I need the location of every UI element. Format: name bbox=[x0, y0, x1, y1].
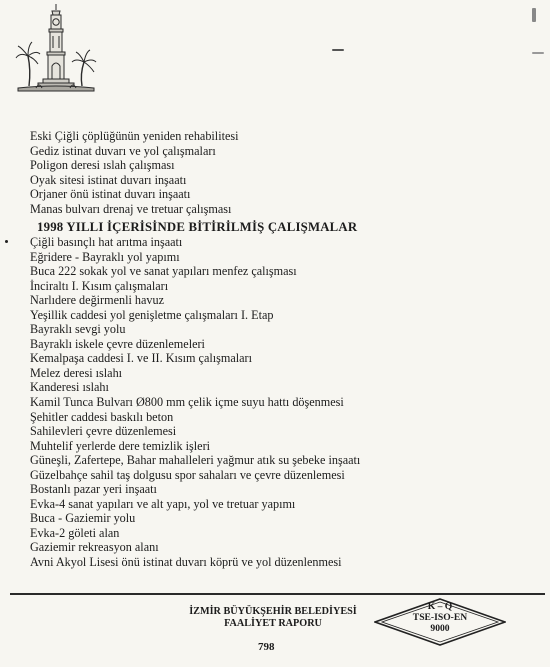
list-item: Evka-4 sanat yapıları ve alt yapı, yol ve tretuar yapımı bbox=[30, 496, 296, 511]
list-item: Çiğli basınçlı hat arıtma inşaatı bbox=[30, 235, 183, 249]
page-number: 798 bbox=[258, 641, 275, 653]
scan-speck bbox=[532, 52, 544, 54]
section-heading: 1998 YILLI İÇERİSİNDE BİTİRİLMİŞ ÇALIŞMALAR bbox=[37, 220, 358, 234]
list-item: Güneşli, Zafertepe, Bahar mahalleleri yağmur atık su şebeke inşaatı bbox=[30, 453, 361, 468]
list-item: Yeşillik caddesi yol genişletme çalışmaları I. Etap bbox=[30, 307, 274, 322]
list-item: Eğridere - Bayraklı yol yapımı bbox=[30, 249, 180, 264]
scan-speck bbox=[532, 8, 536, 22]
list-item: Oyak sitesi istinat duvarı inşaatı bbox=[30, 172, 187, 187]
list-item: Evka-2 göleti alan bbox=[30, 525, 120, 540]
list-item: Avni Akyol Lisesi önü istinat duvarı köprü ve yol düzenlenmesi bbox=[30, 555, 342, 570]
list-item: Narlıdere değirmenli havuz bbox=[30, 293, 165, 308]
list-item: Kamil Tunca Bulvarı Ø800 mm çelik içme suyu hattı döşenmesi bbox=[30, 395, 344, 410]
completed-projects-list bbox=[30, 235, 530, 570]
list-item: Gaziemir rekreasyon alanı bbox=[30, 540, 159, 555]
org-name: İZMİR BÜYÜKŞEHİR BELEDİYESİ bbox=[189, 606, 357, 617]
list-item: Buca - Gaziemir yolu bbox=[30, 511, 136, 526]
list-item: Güzelbahçe sahil taş dolgusu spor sahaları ve çevre düzenlemesi bbox=[30, 467, 345, 482]
badge-line: K – Q bbox=[427, 601, 453, 612]
list-item: Poligon deresi ıslah çalışması bbox=[30, 158, 175, 173]
list-item: Orjaner önü istinat duvarı inşaatı bbox=[30, 187, 191, 202]
scan-dot bbox=[5, 240, 8, 243]
report-title: FAALİYET RAPORU bbox=[224, 618, 322, 629]
footer-organization bbox=[168, 606, 378, 630]
list-item: Muhtelif yerlerde dere temizlik işleri bbox=[30, 438, 211, 453]
list-item: Eski Çiğli çöplüğünün yeniden rehabilitesi bbox=[30, 129, 239, 143]
projects-in-progress-list bbox=[30, 129, 520, 217]
badge-line: 9000 bbox=[430, 623, 450, 634]
list-item: Bostanlı pazar yeri inşaatı bbox=[30, 482, 157, 497]
list-item: İnciraltı I. Kısım çalışmaları bbox=[30, 278, 169, 293]
footer-divider bbox=[10, 593, 545, 595]
list-item: Bayraklı iskele çevre düzenlemeleri bbox=[30, 336, 205, 351]
list-item: Buca 222 sokak yol ve sanat yapıları menfez çalışması bbox=[30, 264, 297, 279]
list-item: Manas bulvarı drenaj ve tretuar çalışması bbox=[30, 201, 232, 216]
clock-tower-icon bbox=[14, 2, 98, 94]
list-item: Bayraklı sevgi yolu bbox=[30, 322, 126, 337]
list-item: Şehitler caddesi baskılı beton bbox=[30, 409, 174, 424]
list-item: Kanderesi ıslahı bbox=[30, 380, 109, 395]
badge-text bbox=[374, 601, 506, 634]
list-item: Gediz istinat duvarı ve yol çalışmaları bbox=[30, 143, 216, 158]
badge-line: TSE-ISO-EN bbox=[412, 612, 468, 623]
list-item: Kemalpaşa caddesi I. ve II. Kısım çalışmaları bbox=[30, 351, 252, 366]
list-item: Sahilevleri çevre düzenlemesi bbox=[30, 424, 177, 439]
list-item: Melez deresi ıslahı bbox=[30, 365, 123, 380]
scan-speck bbox=[332, 49, 344, 51]
